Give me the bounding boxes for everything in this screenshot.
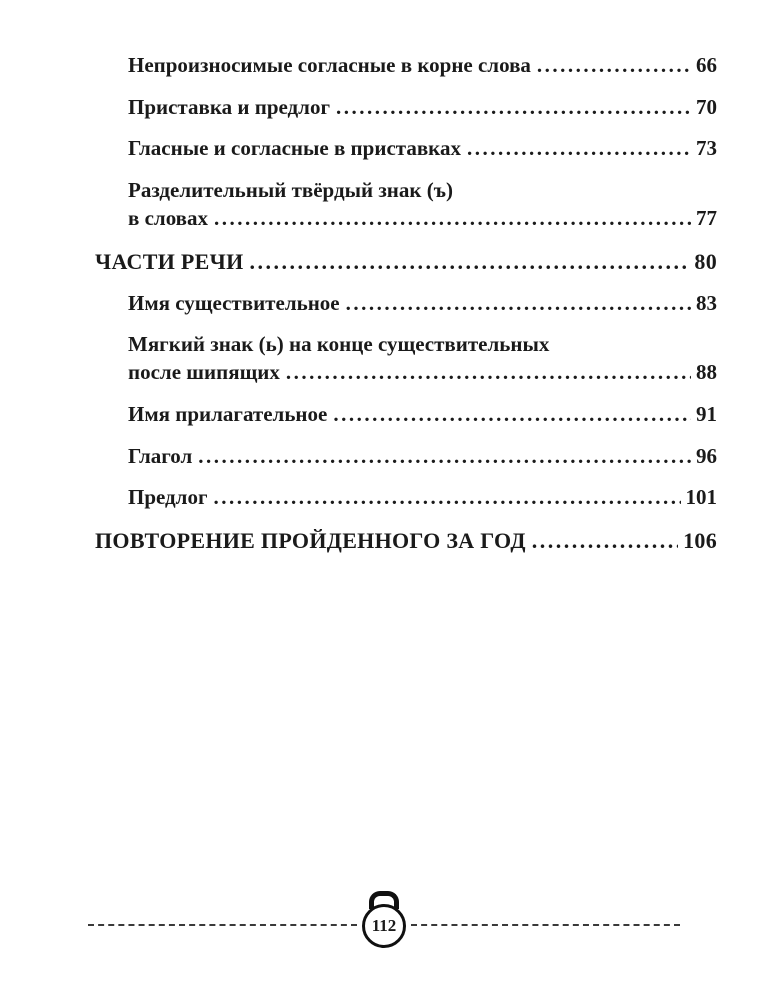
toc-section-title: ПОВТОРЕНИЕ ПРОЙДЕННОГО ЗА ГОД: [95, 527, 526, 553]
page-footer: [88, 891, 680, 948]
toc-entry: [95, 484, 717, 512]
leader-dots: [537, 52, 691, 80]
toc-entry-page: 77: [696, 205, 717, 230]
leader-dots: [198, 443, 691, 471]
leader-dots: [336, 94, 691, 122]
toc-entry-title-line1: Разделительный твёрдый знак (ъ): [128, 178, 453, 203]
toc-entry-title: Гласные и согласные в приставках: [128, 136, 461, 161]
page-number-circle: [362, 904, 406, 948]
leader-dots: [214, 205, 691, 233]
leader-dots: [467, 135, 691, 163]
toc-entry-title: Приставка и предлог: [128, 94, 330, 119]
toc-entry-page: 101: [685, 485, 717, 510]
page-number: 112: [371, 916, 397, 935]
toc-entry-page: 96: [696, 443, 717, 468]
toc-section-entry: [95, 247, 717, 276]
toc-entry-page: 80: [694, 248, 717, 274]
toc-entry-page: 70: [696, 94, 717, 119]
toc-entry-title: Глагол: [128, 443, 193, 468]
toc-entry: [95, 52, 717, 80]
toc-entry: [95, 135, 717, 163]
toc-entry-title: Предлог: [128, 485, 208, 510]
toc-entry: [95, 177, 717, 232]
toc-entry-title: Непроизносимые согласные в корне слова: [128, 53, 531, 77]
leader-dots: [532, 526, 678, 555]
leader-dots: [249, 247, 689, 276]
toc-entry: [95, 94, 717, 122]
toc-entry: [95, 331, 717, 386]
toc-entry: [95, 443, 717, 471]
toc-entry-page: 73: [696, 136, 717, 161]
toc-entry-title: Имя существительное: [128, 290, 340, 315]
toc-entry-page: 83: [696, 290, 717, 315]
toc-entry-page: 88: [696, 360, 717, 385]
toc-entry: [95, 401, 717, 429]
footer-dashed-line-right: [411, 924, 680, 926]
toc-entry-title-line2: после шипящих: [128, 360, 280, 385]
toc-entry-page: 91: [696, 401, 717, 426]
toc-entry-page: 106: [683, 527, 717, 553]
toc-section-title: ЧАСТИ РЕЧИ: [95, 248, 244, 274]
toc-entry-title-line1: Мягкий знак (ь) на конце существительных: [128, 332, 550, 357]
toc-entry-title: Имя прилагательное: [128, 401, 328, 426]
table-of-contents: [95, 52, 717, 569]
leader-dots: [214, 484, 681, 512]
toc-section-entry: [95, 526, 717, 555]
leader-dots: [333, 401, 691, 429]
footer-dashed-line-left: [88, 924, 357, 926]
toc-entry-page: 66: [696, 53, 717, 77]
toc-entry-title-line2: в словах: [128, 205, 209, 230]
leader-dots: [346, 290, 691, 318]
page-number-badge: [362, 891, 406, 948]
leader-dots: [286, 359, 691, 387]
toc-entry: [95, 290, 717, 318]
